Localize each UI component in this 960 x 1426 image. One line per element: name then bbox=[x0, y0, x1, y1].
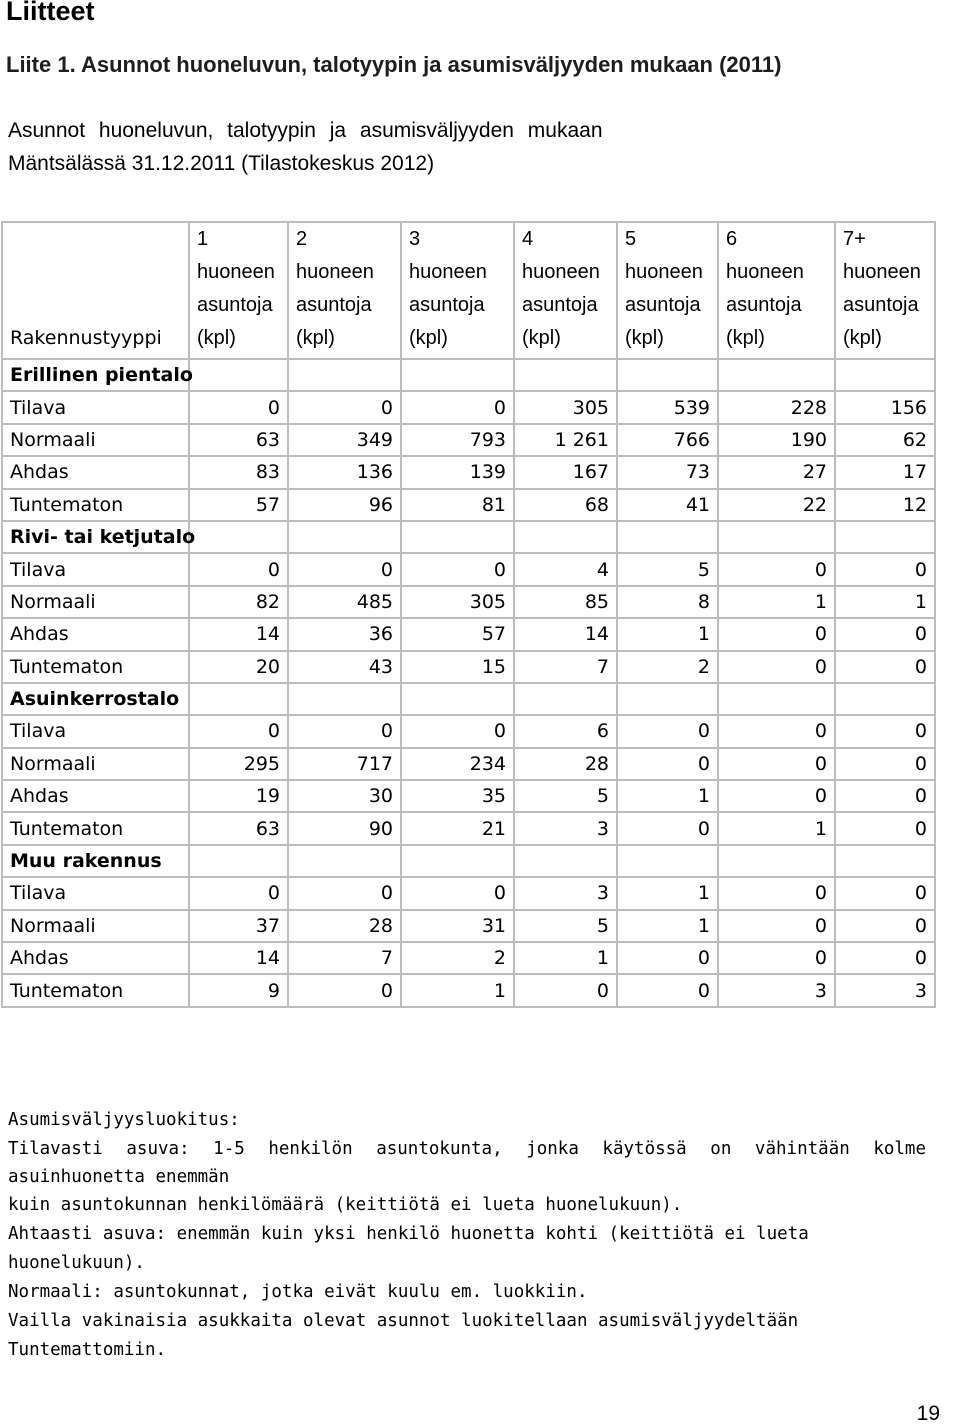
row-label: Tuntematon bbox=[2, 974, 189, 1006]
column-header-text: 6 bbox=[726, 228, 738, 250]
value-cell: 167 bbox=[514, 456, 617, 488]
value-cell: 0 bbox=[718, 715, 835, 747]
value-cell: 3 bbox=[835, 974, 935, 1006]
value-cell: 5 bbox=[514, 910, 617, 942]
group-label: Muu rakennus bbox=[2, 845, 189, 877]
empty-cell bbox=[401, 845, 514, 877]
value-cell: 234 bbox=[401, 748, 514, 780]
value-cell: 1 bbox=[617, 910, 718, 942]
value-cell: 0 bbox=[835, 618, 935, 650]
value-cell: 0 bbox=[835, 812, 935, 844]
value-cell: 0 bbox=[835, 942, 935, 974]
value-cell: 19 bbox=[189, 780, 288, 812]
value-cell: 0 bbox=[835, 780, 935, 812]
column-header-5 bbox=[617, 222, 718, 359]
empty-cell bbox=[401, 521, 514, 553]
table-row bbox=[2, 489, 935, 521]
value-cell: 57 bbox=[189, 489, 288, 521]
column-header-text: 5 bbox=[625, 228, 637, 250]
group-row bbox=[2, 683, 935, 715]
row-label: Ahdas bbox=[2, 618, 189, 650]
value-cell: 7 bbox=[514, 651, 617, 683]
value-cell: 63 bbox=[189, 812, 288, 844]
value-cell: 0 bbox=[835, 748, 935, 780]
value-cell: 21 bbox=[401, 812, 514, 844]
value-cell: 156 bbox=[835, 391, 935, 423]
table-row bbox=[2, 651, 935, 683]
value-cell: 0 bbox=[189, 877, 288, 909]
notes-title: Asumisväljyysluokitus: bbox=[8, 1110, 240, 1130]
group-label: Rivi- tai ketjutalo bbox=[2, 521, 189, 553]
column-header-text: asuntoja bbox=[843, 294, 919, 316]
table-caption-line-1: Asunnot huoneluvun, talotyypin ja asumisväljyyden mukaan bbox=[8, 119, 603, 142]
value-cell: 0 bbox=[617, 748, 718, 780]
value-cell: 0 bbox=[835, 553, 935, 585]
group-row bbox=[2, 359, 935, 391]
column-header-text: huoneen bbox=[625, 261, 703, 283]
column-header-text: (kpl) bbox=[726, 327, 765, 349]
value-cell: 1 bbox=[617, 780, 718, 812]
value-cell: 0 bbox=[835, 651, 935, 683]
value-cell: 0 bbox=[835, 715, 935, 747]
group-label: Erillinen pientalo bbox=[2, 359, 189, 391]
value-cell: 0 bbox=[718, 651, 835, 683]
value-cell: 82 bbox=[189, 586, 288, 618]
value-cell: 7 bbox=[288, 942, 401, 974]
value-cell: 22 bbox=[718, 489, 835, 521]
table-row bbox=[2, 424, 935, 456]
value-cell: 0 bbox=[401, 391, 514, 423]
table-caption-line-2: Mäntsälässä 31.12.2011 (Tilastokeskus 2012) bbox=[8, 152, 435, 175]
group-row bbox=[2, 845, 935, 877]
column-header-text: 4 bbox=[522, 228, 534, 250]
row-label: Normaali bbox=[2, 586, 189, 618]
empty-cell bbox=[288, 359, 401, 391]
value-cell: 0 bbox=[835, 877, 935, 909]
row-label: Tilava bbox=[2, 553, 189, 585]
row-label: Tilava bbox=[2, 391, 189, 423]
empty-cell bbox=[617, 521, 718, 553]
column-header-text: 7+ bbox=[843, 228, 866, 250]
notes-line-normal: Normaali: asuntokunnat, jotka eivät kuulu em. luokkiin. bbox=[8, 1282, 588, 1302]
value-cell: 31 bbox=[401, 910, 514, 942]
empty-cell bbox=[189, 359, 288, 391]
value-cell: 15 bbox=[401, 651, 514, 683]
value-cell: 73 bbox=[617, 456, 718, 488]
empty-cell bbox=[835, 845, 935, 877]
value-cell: 30 bbox=[288, 780, 401, 812]
empty-cell bbox=[718, 683, 835, 715]
empty-cell bbox=[514, 845, 617, 877]
value-cell: 81 bbox=[401, 489, 514, 521]
row-label: Tilava bbox=[2, 715, 189, 747]
value-cell: 90 bbox=[288, 812, 401, 844]
value-cell: 0 bbox=[617, 974, 718, 1006]
value-cell: 539 bbox=[617, 391, 718, 423]
table-body bbox=[2, 359, 935, 1007]
empty-cell bbox=[835, 521, 935, 553]
value-cell: 0 bbox=[718, 942, 835, 974]
column-header-text: (kpl) bbox=[522, 327, 561, 349]
value-cell: 14 bbox=[189, 942, 288, 974]
value-cell: 0 bbox=[401, 877, 514, 909]
value-cell: 6 bbox=[514, 715, 617, 747]
column-header-text: huoneen bbox=[197, 261, 275, 283]
column-header-7 bbox=[835, 222, 935, 359]
value-cell: 5 bbox=[514, 780, 617, 812]
empty-cell bbox=[617, 683, 718, 715]
empty-cell bbox=[288, 683, 401, 715]
column-header-building-type: Rakennustyyppi bbox=[2, 222, 189, 359]
empty-cell bbox=[617, 359, 718, 391]
column-header-text: asuntoja bbox=[522, 294, 598, 316]
group-label: Asuinkerrostalo bbox=[2, 683, 189, 715]
value-cell: 717 bbox=[288, 748, 401, 780]
value-cell: 0 bbox=[288, 974, 401, 1006]
value-cell: 36 bbox=[288, 618, 401, 650]
value-cell: 17 bbox=[835, 456, 935, 488]
empty-cell bbox=[835, 683, 935, 715]
value-cell: 41 bbox=[617, 489, 718, 521]
row-label: Normaali bbox=[2, 910, 189, 942]
value-cell: 0 bbox=[617, 715, 718, 747]
value-cell: 3 bbox=[514, 812, 617, 844]
empty-cell bbox=[189, 683, 288, 715]
value-cell: 0 bbox=[401, 715, 514, 747]
column-header-4 bbox=[514, 222, 617, 359]
table-row bbox=[2, 942, 935, 974]
value-cell: 1 bbox=[835, 586, 935, 618]
value-cell: 3 bbox=[718, 974, 835, 1006]
value-cell: 0 bbox=[835, 910, 935, 942]
value-cell: 20 bbox=[189, 651, 288, 683]
row-label: Ahdas bbox=[2, 780, 189, 812]
column-header-text: (kpl) bbox=[625, 327, 664, 349]
column-header-text: 1 bbox=[197, 228, 209, 250]
value-cell: 2 bbox=[617, 651, 718, 683]
table-row bbox=[2, 553, 935, 585]
value-cell: 1 bbox=[401, 974, 514, 1006]
value-cell: 63 bbox=[189, 424, 288, 456]
value-cell: 793 bbox=[401, 424, 514, 456]
value-cell: 1 261 bbox=[514, 424, 617, 456]
value-cell: 295 bbox=[189, 748, 288, 780]
column-header-text: huoneen bbox=[522, 261, 600, 283]
value-cell: 62 bbox=[835, 424, 935, 456]
row-label: Normaali bbox=[2, 748, 189, 780]
notes-line-spacious-end: kuin asuntokunnan henkilömäärä (keittiötä ei lueta huonelukuun). bbox=[8, 1195, 683, 1215]
column-header-text: huoneen bbox=[296, 261, 374, 283]
empty-cell bbox=[617, 845, 718, 877]
column-header-text: 3 bbox=[409, 228, 421, 250]
column-header-text: (kpl) bbox=[409, 327, 448, 349]
value-cell: 37 bbox=[189, 910, 288, 942]
value-cell: 228 bbox=[718, 391, 835, 423]
value-cell: 12 bbox=[835, 489, 935, 521]
value-cell: 14 bbox=[514, 618, 617, 650]
notes-line-spacious-cont: asuinhuonetta enemmän bbox=[8, 1167, 230, 1187]
column-header-text: (kpl) bbox=[296, 327, 335, 349]
value-cell: 68 bbox=[514, 489, 617, 521]
notes-line-crowded: Ahtaasti asuva: enemmän kuin yksi henkilö huonetta kohti (keittiötä ei lueta huonelukuun). bbox=[8, 1224, 809, 1273]
value-cell: 305 bbox=[401, 586, 514, 618]
row-label: Tuntematon bbox=[2, 812, 189, 844]
value-cell: 1 bbox=[514, 942, 617, 974]
column-header-text: (kpl) bbox=[843, 327, 882, 349]
row-label: Tuntematon bbox=[2, 489, 189, 521]
table-row bbox=[2, 974, 935, 1006]
table-row bbox=[2, 715, 935, 747]
empty-cell bbox=[514, 521, 617, 553]
row-label: Ahdas bbox=[2, 456, 189, 488]
empty-cell bbox=[288, 521, 401, 553]
empty-cell bbox=[401, 683, 514, 715]
notes-line-spacious: Tilavasti asuva: 1-5 henkilön asuntokunta, jonka käytössä on vähintään kolme bbox=[8, 1139, 926, 1159]
value-cell: 0 bbox=[718, 910, 835, 942]
value-cell: 2 bbox=[401, 942, 514, 974]
value-cell: 0 bbox=[617, 942, 718, 974]
value-cell: 1 bbox=[617, 877, 718, 909]
housing-table bbox=[1, 221, 936, 1008]
column-header-6 bbox=[718, 222, 835, 359]
value-cell: 0 bbox=[718, 877, 835, 909]
value-cell: 57 bbox=[401, 618, 514, 650]
column-header-text: huoneen bbox=[843, 261, 921, 283]
row-label: Normaali bbox=[2, 424, 189, 456]
empty-cell bbox=[718, 845, 835, 877]
table-row bbox=[2, 456, 935, 488]
column-header-text: asuntoja bbox=[409, 294, 485, 316]
table-row bbox=[2, 391, 935, 423]
value-cell: 0 bbox=[189, 715, 288, 747]
value-cell: 9 bbox=[189, 974, 288, 1006]
column-header-text: asuntoja bbox=[197, 294, 273, 316]
column-header-3 bbox=[401, 222, 514, 359]
value-cell: 0 bbox=[514, 974, 617, 1006]
value-cell: 0 bbox=[718, 780, 835, 812]
table-row bbox=[2, 812, 935, 844]
empty-cell bbox=[718, 359, 835, 391]
empty-cell bbox=[514, 359, 617, 391]
value-cell: 28 bbox=[288, 910, 401, 942]
empty-cell bbox=[835, 359, 935, 391]
value-cell: 1 bbox=[617, 618, 718, 650]
value-cell: 136 bbox=[288, 456, 401, 488]
value-cell: 43 bbox=[288, 651, 401, 683]
column-header-text: huoneen bbox=[409, 261, 487, 283]
value-cell: 305 bbox=[514, 391, 617, 423]
empty-cell bbox=[718, 521, 835, 553]
row-label: Tilava bbox=[2, 877, 189, 909]
page-heading: Liitteet bbox=[6, 0, 95, 26]
value-cell: 14 bbox=[189, 618, 288, 650]
table-row bbox=[2, 910, 935, 942]
value-cell: 485 bbox=[288, 586, 401, 618]
row-label: Tuntematon bbox=[2, 651, 189, 683]
table-row bbox=[2, 748, 935, 780]
value-cell: 1 bbox=[718, 812, 835, 844]
value-cell: 0 bbox=[617, 812, 718, 844]
value-cell: 349 bbox=[288, 424, 401, 456]
empty-cell bbox=[514, 683, 617, 715]
column-header-2 bbox=[288, 222, 401, 359]
column-header-text: (kpl) bbox=[197, 327, 236, 349]
value-cell: 85 bbox=[514, 586, 617, 618]
value-cell: 190 bbox=[718, 424, 835, 456]
value-cell: 0 bbox=[189, 391, 288, 423]
empty-cell bbox=[288, 845, 401, 877]
value-cell: 0 bbox=[718, 553, 835, 585]
table-row bbox=[2, 877, 935, 909]
empty-cell bbox=[189, 845, 288, 877]
value-cell: 0 bbox=[401, 553, 514, 585]
column-header-text: asuntoja bbox=[296, 294, 372, 316]
column-header-text: asuntoja bbox=[625, 294, 701, 316]
value-cell: 96 bbox=[288, 489, 401, 521]
value-cell: 0 bbox=[288, 715, 401, 747]
appendix-title: Liite 1. Asunnot huoneluvun, talotyypin ja asumisväljyyden mukaan (2011) bbox=[6, 52, 782, 77]
empty-cell bbox=[401, 359, 514, 391]
value-cell: 0 bbox=[718, 748, 835, 780]
value-cell: 27 bbox=[718, 456, 835, 488]
value-cell: 0 bbox=[288, 391, 401, 423]
value-cell: 83 bbox=[189, 456, 288, 488]
table-row bbox=[2, 618, 935, 650]
table-header-row bbox=[2, 222, 935, 359]
column-header-text: huoneen bbox=[726, 261, 804, 283]
value-cell: 28 bbox=[514, 748, 617, 780]
page-number: 19 bbox=[916, 1402, 940, 1425]
value-cell: 3 bbox=[514, 877, 617, 909]
value-cell: 0 bbox=[288, 553, 401, 585]
column-header-text: asuntoja bbox=[726, 294, 802, 316]
value-cell: 1 bbox=[718, 586, 835, 618]
column-header-1 bbox=[189, 222, 288, 359]
table-row bbox=[2, 780, 935, 812]
column-header-text: 2 bbox=[296, 228, 308, 250]
group-row bbox=[2, 521, 935, 553]
value-cell: 0 bbox=[189, 553, 288, 585]
value-cell: 4 bbox=[514, 553, 617, 585]
row-label: Ahdas bbox=[2, 942, 189, 974]
value-cell: 8 bbox=[617, 586, 718, 618]
value-cell: 766 bbox=[617, 424, 718, 456]
value-cell: 0 bbox=[718, 618, 835, 650]
table-row bbox=[2, 586, 935, 618]
empty-cell bbox=[189, 521, 288, 553]
value-cell: 35 bbox=[401, 780, 514, 812]
classification-notes bbox=[8, 1106, 926, 1365]
value-cell: 5 bbox=[617, 553, 718, 585]
value-cell: 139 bbox=[401, 456, 514, 488]
value-cell: 0 bbox=[288, 877, 401, 909]
notes-line-unknown: Vailla vakinaisia asukkaita olevat asunnot luokitellaan asumisväljyydeltään Tuntemattomiin. bbox=[8, 1311, 799, 1360]
